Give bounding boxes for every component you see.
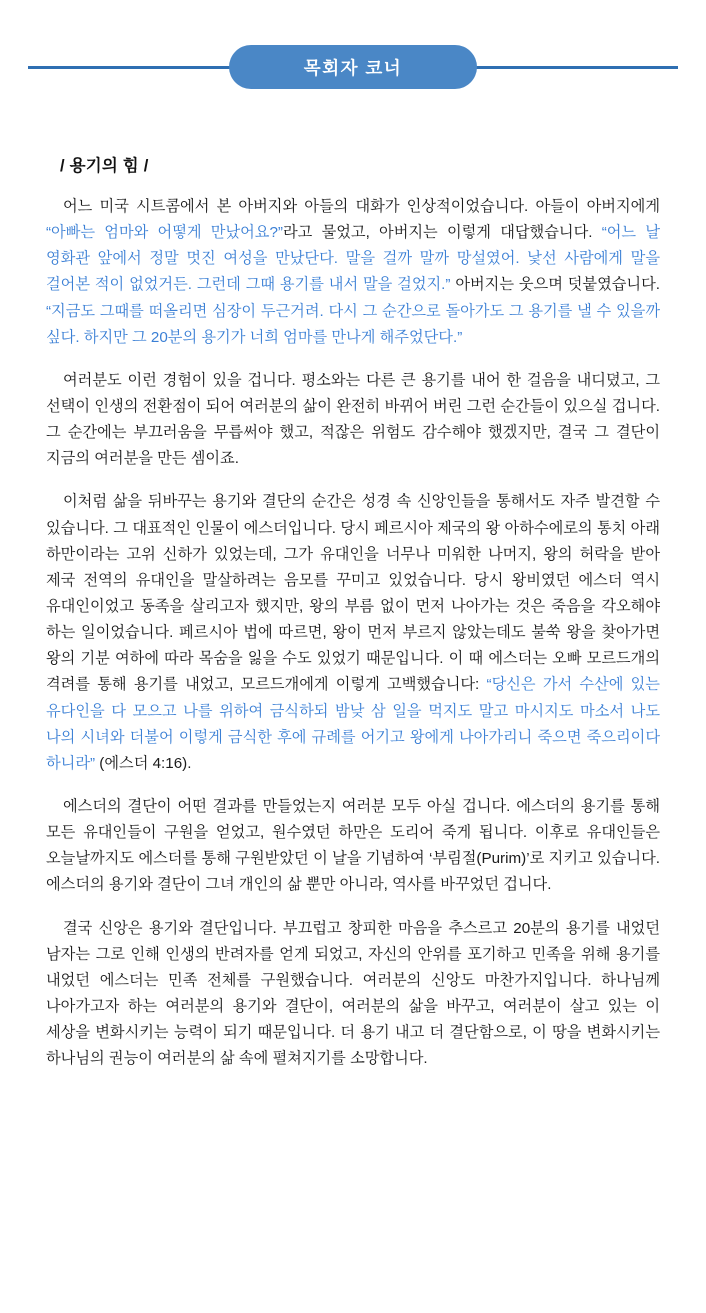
document-page [0, 38, 706, 1313]
section-banner [0, 38, 706, 134]
quoted-text: “아빠는 엄마와 어떻게 만났어요?” [46, 224, 283, 242]
paragraph [46, 794, 660, 899]
banner-pill [229, 45, 477, 89]
paragraph [46, 916, 660, 1073]
paragraph [46, 368, 660, 473]
article-title: / 용기의 힘 / [60, 157, 149, 175]
body-text: 라고 물었고, 아버지는 이렇게 대답했습니다. [283, 224, 602, 242]
body-text: 어느 미국 시트콤에서 본 아버지와 아들의 대화가 인상적이었습니다. 아들이 아버지에게 [63, 198, 660, 215]
body-text: 이처럼 삶을 뒤바꾸는 용기와 결단의 순간은 성경 속 신앙인들을 통해서도 자주 발견할 수 있습니다. 그 대표적인 인물이 에스더입니다. 당시 페르시아 제국의 왕 아하수에로의 통치 아래 하만이라는 고위 신하가 있었는데, 그가 유대인을 너무나 미워한 나머지, 왕의 허락을 받아 제국 전역의 유대인을 말살하려는 음모를 꾸미고 있었습니다. 당시 왕비였던 에스더 역시 유대인이었고 동족을 살리고자 했지만, 왕의 부름 없이 먼저 나아가는 것은 죽음을 각오해야 하는 일이었습니다. 페르시아 법에 따르면, 왕이 먼저 부르지 않았는데도 불쑥 왕을 찾아가면 왕의 기분 여하에 따라 목숨을 잃을 수도 있었기 때문입니다. 이 때 에스더는 오빠 모르드개의 격려를 통해 용기를 내었고, 모르드개에게 이렇게 고백했습니다: [46, 493, 660, 694]
article-body [0, 152, 706, 1112]
paragraph [46, 489, 660, 777]
quoted-text: “당신은 가서 수산에 있는 유다인을 다 모으고 나를 위하여 금식하되 밤낮 삼 일을 먹지도 말고 마시지도 마소서 나도 나의 시녀와 더불어 이렇게 금식한 후에 규례를 어기고 왕에게 나아가리니 죽으면 죽으리이다 하니라” [46, 676, 660, 772]
article-paragraphs [46, 194, 660, 1072]
body-text: 아버지는 웃으며 덧붙였습니다. [450, 276, 660, 294]
body-text: 에스더의 결단이 어떤 결과를 만들었는지 여러분 모두 아실 겁니다. 에스더의 용기를 통해 모든 유대인들이 구원을 얻었고, 원수였던 하만은 도리어 죽게 됩니다. 이후로 유대인들은 오늘날까지도 에스더를 통해 구원받았던 이 날을 기념하여 ‘부림절(Purim)’로 지키고 있습니다. 에스더의 용기와 결단이 그녀 개인의 삶 뿐만 아니라, 역사를 바꾸었던 겁니다. [46, 797, 660, 894]
body-text: 여러분도 이런 경험이 있을 겁니다. 평소와는 다른 큰 용기를 내어 한 걸음을 내디뎠고, 그 선택이 인생의 전환점이 되어 여러분의 삶이 완전히 바뀌어 버린 그런 순간들이 있으실 겁니다. 그 순간에는 부끄러움을 무릅써야 했고, 적잖은 위험도 감수해야 했겠지만, 결국 그 결단이 지금의 여러분을 만든 셈이죠. [46, 371, 660, 468]
banner-title: 목회자 코너 [303, 57, 403, 78]
body-text: (에스더 4:16). [95, 754, 192, 772]
body-text: 결국 신앙은 용기와 결단입니다. 부끄럽고 창피한 마음을 추스르고 20분의 용기를 내었던 남자는 그로 인해 인생의 반려자를 얻게 되었고, 자신의 안위를 포기하고 민족을 위해 용기를 내었던 에스더는 민족 전체를 구원했습니다. 여러분의 신앙도 마찬가지입니다. 하나님께 나아가고자 하는 여러분의 용기와 결단이, 여러분의 삶을 바꾸고, 여러분이 살고 있는 이 세상을 변화시키는 능력이 되기 때문입니다. 더 용기 내고 더 결단함으로, 이 땅을 변화시키는 하나님의 권능이 여러분의 삶 속에 펼쳐지기를 소망합니다. [46, 919, 660, 1068]
quoted-text: “지금도 그때를 떠올리면 심장이 두근거려. 다시 그 순간으로 돌아가도 그 용기를 낼 수 있을까 싶다. 하지만 그 20분의 용기가 너희 엄마를 만나게 해주었단다.” [46, 302, 660, 346]
quoted-text: “어느 날 영화관 앞에서 정말 멋진 여성을 만났단다. 말을 걸까 말까 망설였어. 낯선 사람에게 말을 걸어본 적이 없었거든. 그런데 그때 용기를 내서 말을 걸었지.” [46, 224, 660, 294]
paragraph [46, 194, 660, 351]
